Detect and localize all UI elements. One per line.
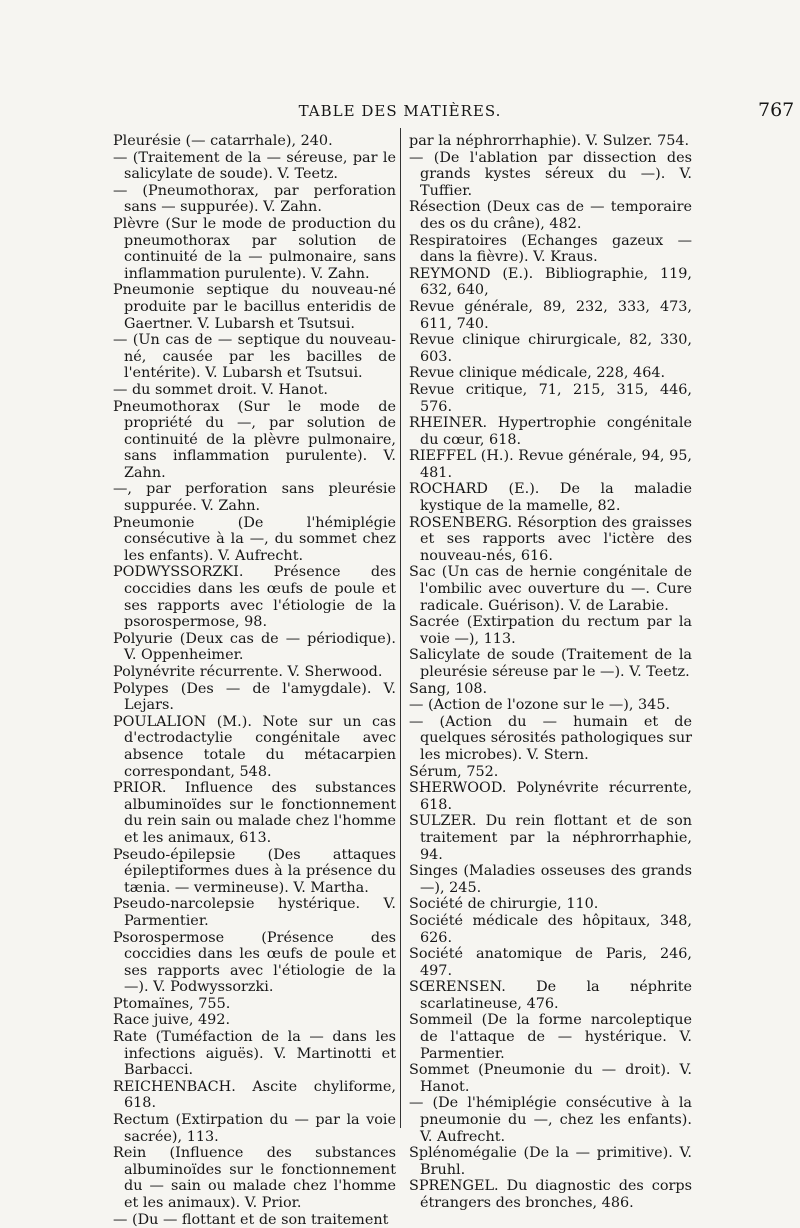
index-entry: Pseudo-épilepsie (Des attaques épileptiformes dues à la présence du tænia. — vermineuse). V. Martha. [113,846,396,896]
index-entry: Plèvre (Sur le mode de production du pneumothorax par solution de continuité de la — pulmonaire, sans inflammation purulente). V. Zahn. [113,215,396,282]
index-entry: Polynévrite récurrente. V. Sherwood. [113,664,383,680]
index-entry: Sérum, 752. [409,763,499,780]
index-entry: Revue critique, 71, 215, 315, 446, 576. [409,381,692,415]
index-entry: SHERWOOD. Polynévrite récurrente, 618. [409,780,692,813]
index-entry: Société anatomique de Paris, 246, 497. [409,946,692,979]
index-entry: — (De l'hémiplégie consécutive à la pneumonie du —, chez les enfants). V. Aufrecht. [409,1095,692,1145]
index-entry: REYMOND (E.). Bibliographie, 119, 632, 640, [409,265,692,299]
index-entry: ROCHARD (E.). De la maladie kystique de la mamelle, 82. [409,481,692,515]
index-entry: Pleurésie (— catarrhale), 240. [113,133,333,149]
index-entry: par la néphrorrhaphie). V. Sulzer. 754. [409,133,690,149]
index-entry: Respiratoires (Echanges gazeux — dans la fièvre). V. Kraus. [409,232,692,266]
index-entry: Sac (Un cas de hernie congénitale de l'ombilic avec ouverture du —. Cure radicale. Guérison). V. de Larabie. [409,564,692,614]
page-number: 767 [758,99,795,121]
index-entry: Revue clinique médicale, 228, 464. [409,365,666,382]
index-entry: — (Pneumothorax, par perforation sans — suppurée). V. Zahn. [113,182,396,216]
index-entry: Polypes (Des — de l'amygdale). V. Lejars. [113,680,396,714]
index-entry: Sang, 108. [409,680,488,697]
index-entry: Salicylate de soude (Traitement de la pleurésie séreuse par le —). V. Teetz. [409,647,692,680]
index-entry: Pseudo-narcolepsie hystérique. V. Parmentier. [113,896,396,929]
index-entry: Pneumonie (De l'hémiplégie consécutive à la —, du sommet chez les enfants). V. Aufrecht. [113,514,396,564]
right-column [409,133,692,1212]
left-column [113,133,396,1228]
index-entry: SŒRENSEN. De la néphrite scarlatineuse, 476. [409,979,692,1012]
index-entry: Société médicale des hôpitaux, 348, 626. [409,912,692,946]
index-entry: POULALION (M.). Note sur un cas d'ectrodactylie congénitale avec absence totale du métacarpien correspondant, 548. [113,713,396,780]
index-entry: Ptomaïnes, 755. [113,995,231,1012]
index-entry: Revue générale, 89, 232, 333, 473, 611, 740. [409,298,692,332]
index-entry: REICHENBACH. Ascite chyliforme, 618. [113,1078,396,1112]
index-entry: Sacrée (Extirpation du rectum par la voie —), 113. [409,614,692,647]
index-entry: PODWYSSORZKI. Présence des coccidies dans les œufs de poule et ses rapports avec l'étiologie de la psorospermose, 98. [113,564,396,631]
index-entry: Psorospermose (Présence des coccidies dans les œufs de poule et ses rapports avec l'étiologie de la —). V. Podwyssorzki. [113,929,396,996]
index-entry: Splénomégalie (De la — primitive). V. Bruhl. [409,1145,692,1178]
index-entry: Sommeil (De la forme narcoleptique de l'attaque de — hystérique. V. Parmentier. [409,1012,692,1062]
index-entry: Revue clinique chirurgicale, 82, 330, 603. [409,332,692,365]
index-entry: ROSENBERG. Résorption des graisses et ses rapports avec l'ictère des nouveau-nés, 616. [409,514,692,564]
index-entry: Pneumothorax (Sur le mode de propriété du —, par solution de continuité de la plèvre pulmonaire, sans inflammation purulente). V. Zahn. [113,398,396,481]
index-entry: RIEFFEL (H.). Revue générale, 94, 95, 481. [409,448,692,481]
index-entry: — du sommet droit. V. Hanot. [113,381,328,398]
page-title: TABLE DES MATIÈRES. [298,102,502,120]
index-entry: — (Un cas de — septique du nouveau-né, causée par les bacilles de l'entérite). V. Lubarsh et Tsutsui. [113,332,396,382]
index-entry: Singes (Maladies osseuses des grands —), 245. [409,863,692,896]
index-entry: RHEINER. Hypertrophie congénitale du cœur, 618. [409,415,692,448]
index-entry: — (De l'ablation par dissection des grands kystes séreux du —). V. Tuffier. [409,149,692,199]
index-entry: Sommet (Pneumonie du — droit). V. Hanot. [409,1062,692,1095]
index-entry: Rectum (Extirpation du — par la voie sacrée), 113. [113,1112,396,1145]
index-entry: — (Action du — humain et de quelques sérosités pathologiques sur les microbes). V. Stern. [409,713,692,763]
index-entry: Rate (Tuméfaction de la — dans les infections aiguës). V. Martinotti et Barbacci. [113,1029,396,1079]
column-divider [400,128,401,1128]
index-entry: SPRENGEL. Du diagnostic des corps étrangers des bronches, 486. [409,1178,692,1211]
index-entry: Société de chirurgie, 110. [409,896,599,913]
index-entry: Pneumonie septique du nouveau-né produite par le bacillus enteridis de Gaertner. V. Lubarsh et Tsutsui. [113,282,396,332]
index-entry: SULZER. Du rein flottant et de son traitement par la néphrorrhaphie, 94. [409,813,692,863]
index-entry: PRIOR. Influence des substances albuminoïdes sur le fonctionnement du rein sain ou malade chez l'homme et les animaux, 613. [113,780,396,846]
index-entry: Résection (Deux cas de — temporaire des os du crâne), 482. [409,199,692,232]
index-entry: — (Du — flottant et de son traitement [113,1211,389,1228]
index-entry: — (Action de l'ozone sur le —), 345. [409,697,671,714]
index-entry: — (Traitement de la — séreuse, par le salicylate de soude). V. Teetz. [113,149,396,183]
index-entry: Rein (Influence des substances albuminoïdes sur le fonctionnement du — sain ou malade chez l'homme et les animaux). V. Prior. [113,1145,396,1211]
index-entry: —, par perforation sans pleurésie suppurée. V. Zahn. [113,481,396,515]
index-entry: Polyurie (Deux cas de — périodique). V. Oppenheimer. [113,630,396,664]
index-entry: Race juive, 492. [113,1012,231,1029]
